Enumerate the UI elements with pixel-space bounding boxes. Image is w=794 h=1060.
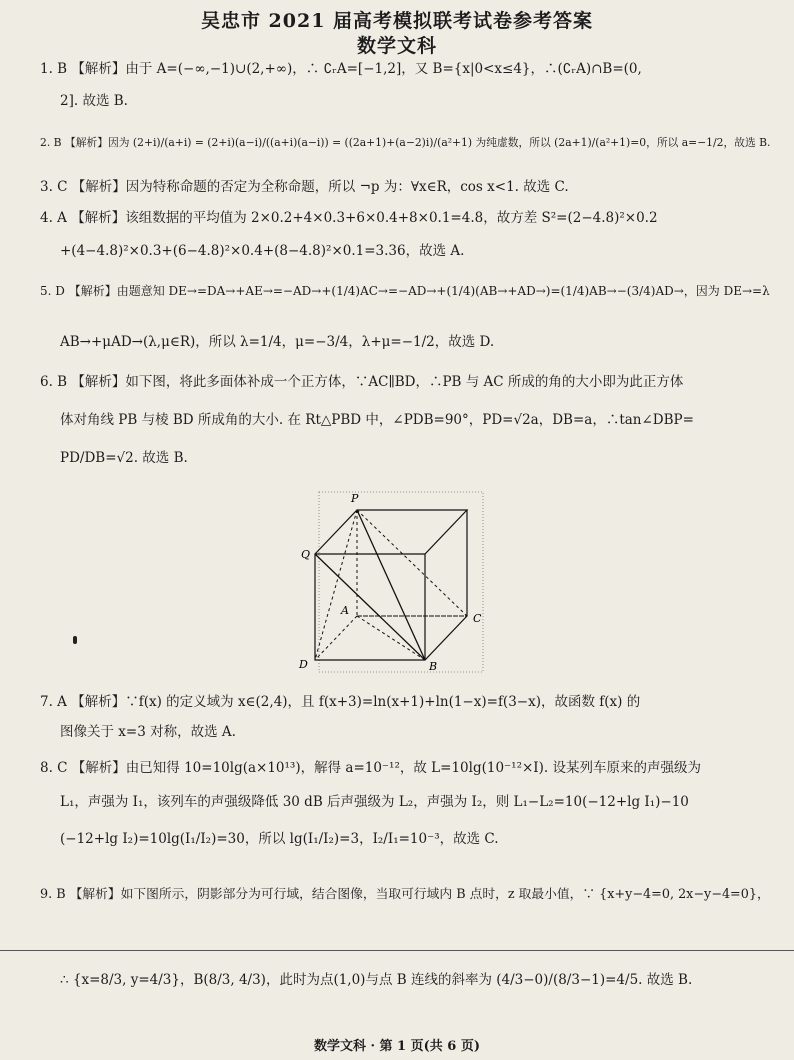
label-b: B bbox=[429, 660, 438, 673]
answer-6-line-1: 6. B 【解析】如下图，将此多面体补成一个正方体，∵AC∥BD，∴PB 与 AC 所成的角的大小即为此正方体 bbox=[40, 374, 684, 390]
label-d: D bbox=[299, 658, 308, 671]
answer-9-line-1: 9. B 【解析】如下图所示，阴影部分为可行域，结合图像，当取可行域内 B 点时，z 取最小值，∵ {x+y−4=0, 2x−y−4=0}， bbox=[40, 887, 770, 902]
line-pc bbox=[357, 510, 467, 616]
answer-8-line-2: L₁，声强为 I₁，该列车的声强级降低 30 dB 后声强级为 L₂，声强为 I₂，则 L₁−L₂=10(−12+lg I₁)−10 bbox=[60, 794, 689, 810]
answer-9-line-2: ∴ {x=8/3, y=4/3}，B(8/3, 4/3)，此时为点(1,0)与点 B 连线的斜率为 (4/3−0)/(8/3−1)=4/5. 故选 B. bbox=[60, 972, 693, 988]
answer-4-line-1: 4. A 【解析】该组数据的平均值为 2×0.2+4×0.3+6×0.4+8×0.1=4.8，故方差 S²=(2−4.8)²×0.2 bbox=[40, 210, 658, 226]
answer-8-line-3: (−12+lg I₂)=10lg(I₁/I₂)=30，所以 lg(I₁/I₂)=3，I₂/I₁=10⁻³，故选 C. bbox=[60, 831, 499, 847]
cube-hidden-edges bbox=[357, 510, 467, 616]
cube-figure bbox=[285, 488, 491, 674]
page-footer: 数学文科 · 第 1 页(共 6 页) bbox=[313, 1039, 481, 1054]
ink-mark bbox=[73, 636, 77, 644]
answer-7-line-1: 7. A 【解析】∵f(x) 的定义域为 x∈(2,4)，且 f(x+3)=ln(x+1)+ln(1−x)=f(3−x)，故函数 f(x) 的 bbox=[40, 694, 641, 710]
answer-8-line-1: 8. C 【解析】由已知得 10=10lg(a×10¹³)，解得 a=10⁻¹²，故 L=10lg(10⁻¹²×I). 设某列车原来的声强级为 bbox=[40, 760, 701, 776]
label-p: P bbox=[351, 492, 359, 505]
diagonal-pb bbox=[357, 510, 425, 660]
label-c: C bbox=[473, 612, 482, 625]
document-title: 吴忠市 2021 届高考模拟联考试卷参考答案 bbox=[200, 10, 594, 32]
document-subject: 数学文科 bbox=[356, 35, 437, 57]
answer-1-line-1: 1. B 【解析】由于 A=(−∞,−1)∪(2,+∞)，∴ ∁ᵣA=[−1,2]，又 B={x|0<x≤4}，∴(∁ᵣA)∩B=(0, bbox=[40, 61, 642, 77]
answer-7-line-2: 图像关于 x=3 对称，故选 A. bbox=[60, 724, 236, 740]
answer-6-line-2: 体对角线 PB 与棱 BD 所成角的大小. 在 Rt△PBD 中，∠PDB=90°，PD=√2a，DB=a，∴tan∠DBP= bbox=[60, 412, 694, 428]
answer-5-line-2: AB→+μAD→(λ,μ∈R)，所以 λ=1/4，μ=−3/4，λ+μ=−1/2，故选 D. bbox=[60, 334, 495, 350]
answer-1-line-2: 2]. 故选 B. bbox=[60, 93, 128, 109]
answer-6-line-3: PD/DB=√2. 故选 B. bbox=[60, 450, 188, 466]
label-q: Q bbox=[301, 548, 311, 561]
answer-4-line-2: +(4−4.8)²×0.3+(6−4.8)²×0.4+(8−4.8)²×0.1=3.36，故选 A. bbox=[60, 243, 465, 259]
line-qb bbox=[315, 554, 425, 660]
answer-2-line-1: 2. B 【解析】因为 (2+i)/(a+i) = (2+i)(a−i)/((a+i)(a−i)) = ((2a+1)+(a−2)i)/(a²+1) 为纯虚数，所以 (2a+1)/(a²+1)=0，所以 a=−1/2，故选 B. bbox=[40, 136, 771, 149]
answer-3-line-1: 3. C 【解析】因为特称命题的否定为全称命题，所以 ¬p 为：∀x∈R，cos x<1. 故选 C. bbox=[40, 179, 569, 195]
answer-5-line-1: 5. D 【解析】由题意知 DE→=DA→+AE→=−AD→+(1/4)AC→=−AD→+(1/4)(AB→+AD→)=(1/4)AB→−(3/4)AD→，因为 DE→=λ bbox=[40, 284, 770, 298]
fold-line bbox=[0, 950, 794, 951]
label-a: A bbox=[341, 604, 349, 617]
